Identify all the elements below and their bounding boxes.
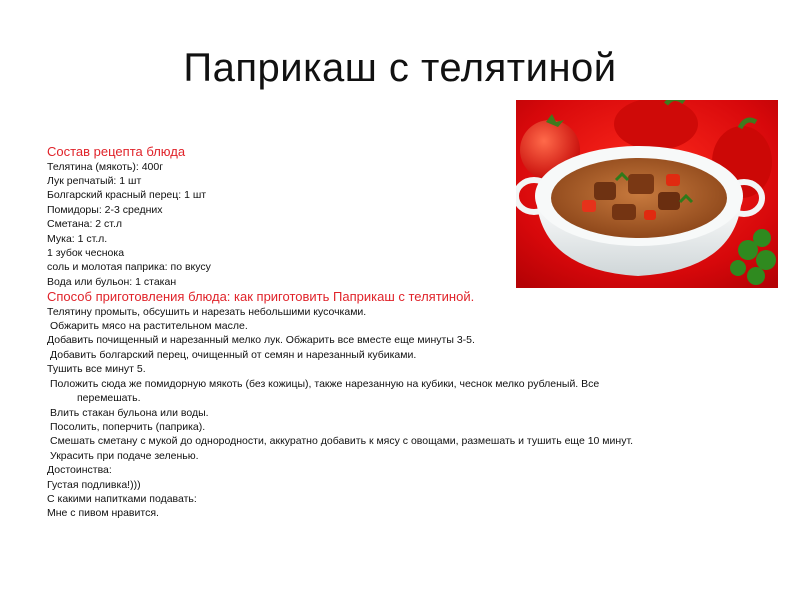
ingredient-item: Сметана: 2 ст.л bbox=[47, 218, 122, 231]
slide-title: Паприкаш с телятиной bbox=[183, 46, 617, 90]
ingredients-heading: Состав рецепта блюда bbox=[47, 144, 186, 159]
notes-line: Мне с пивом нравится. bbox=[47, 507, 159, 520]
method-step: Украсить при подаче зеленью. bbox=[50, 449, 199, 462]
recipe-text bbox=[47, 144, 747, 521]
notes-line: С какими напитками подавать: bbox=[47, 492, 197, 505]
ingredient-item: Лук репчатый: 1 шт bbox=[47, 174, 142, 187]
ingredient-item: Помидоры: 2-3 средних bbox=[47, 203, 163, 216]
ingredient-item: Болгарский красный перец: 1 шт bbox=[47, 189, 207, 202]
method-step: Положить сюда же помидорную мякоть (без кожицы), также нарезанную на кубики, чеснок мелко рубленый. Все bbox=[50, 377, 600, 390]
ingredient-item: Вода или бульон: 1 стакан bbox=[47, 275, 177, 288]
method-step-continuation: перемешать. bbox=[77, 392, 141, 405]
method-step: Смешать сметану с мукой до однородности, аккуратно добавить к мясу с овощами, размешать и тушить еще 10 минут. bbox=[50, 435, 634, 448]
method-step: Влить стакан бульона или воды. bbox=[50, 406, 209, 419]
ingredient-item: Телятина (мякоть): 400г bbox=[47, 160, 164, 173]
ingredient-item: соль и молотая паприка: по вкусу bbox=[47, 261, 211, 274]
method-step: Обжарить мясо на растительном масле. bbox=[50, 320, 248, 333]
notes-line: Достоинства: bbox=[47, 464, 112, 477]
ingredient-item: Мука: 1 ст.л. bbox=[47, 232, 108, 245]
method-step: Добавить болгарский перец, очищенный от семян и нарезанный кубиками. bbox=[50, 348, 417, 361]
method-step: Тушить все минут 5. bbox=[47, 363, 146, 376]
method-heading: Способ приготовления блюда: как приготовить Паприкаш с телятиной. bbox=[47, 289, 475, 305]
method-step: Добавить почищенный и нарезанный мелко лук. Обжарить все вместе еще минуты 3-5. bbox=[47, 334, 475, 347]
ingredient-item: 1 зубок чеснока bbox=[47, 246, 125, 259]
notes-line: Густая подливка!))) bbox=[47, 478, 141, 491]
method-step: Посолить, поперчить (паприка). bbox=[50, 420, 206, 433]
method-step: Телятину промыть, обсушить и нарезать небольшими кусочками. bbox=[47, 305, 367, 318]
